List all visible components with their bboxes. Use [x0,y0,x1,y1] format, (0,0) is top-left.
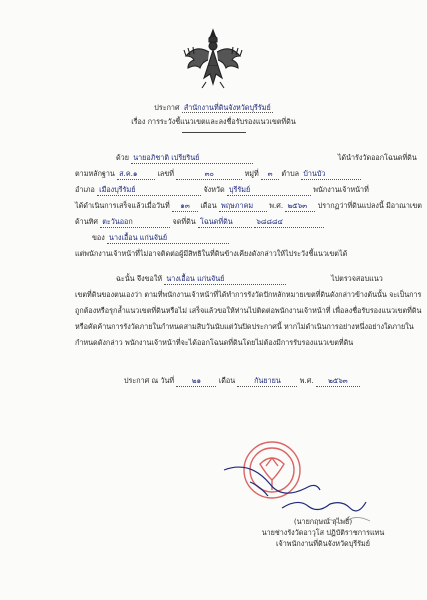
request-label: ฉะนั้น จึงขอให้ [116,274,163,283]
request-name: นางเอื้อน แก่นจันย์ [164,274,286,285]
province-label: จังหวัด [203,185,225,194]
announce-month-label: เดือน [218,376,236,385]
evidence-value: ส.ค.๑ [117,169,155,180]
subject-line [0,117,427,127]
moo-label: หมู่ที่ [244,169,259,178]
signer-name: (นายกฤษณ์ สุไพธิ์) [293,517,353,526]
direction-value: ตะวันออก [100,217,170,228]
p1-line3 [75,185,369,196]
announce-label: ประกาศ [154,103,180,112]
p2-line3: ถูกต้องหรือรุกล้ำแนวเขตที่ดินหรือไม่ เสร็จแล้วขอให้ท่านไปติดต่อพนักงานเจ้าหน้าที่ เพื่อลงชื่อรับรองแนวเขตที่ดิน [75,306,422,315]
subject-label: เรื่อง [131,117,146,126]
adjacent-deed-number: ๖๘๘๘๔ [254,217,324,228]
announce-year-label: พ.ศ. [299,376,314,385]
adjacent-label: จดที่ดิน [172,217,196,226]
announce-date-line [124,376,360,387]
signer-position: นายช่างรังวัดอาวุโส ปฏิบัติราชการแทน [261,528,385,537]
number-value: ๓๐ [176,169,242,180]
p2-line4: หรือคัดค้านการรังวัดภายในกำหนดสามสิบวันนับแต่วันปิดประกาศนี้ หากไม่ดำเนินการอย่างหนึ่งอย่างใดภายใน [75,322,414,331]
done-year-label: พ.ศ. [269,201,284,210]
done-date-label: ได้ดำเนินการเสร็จแล้วเมื่อวันที่ [75,201,170,210]
announce-day: ๒๑ [176,376,216,387]
amphoe-label: อำเภอ [75,185,95,194]
p1-line7: แต่พนักงานเจ้าหน้าที่ไม่อาจติดต่อผู้มีสิทธิในที่ดินข้างเคียงดังกล่าวให้ไประวังชี้แนวเขตได้ [75,249,348,258]
pencil-scribble-icon [318,513,373,527]
p1-line2 [75,169,361,180]
p1-line1 [116,153,417,164]
announce-date-label: ประกาศ ณ วันที่ [124,376,175,385]
signer-office: เจ้าพนักงานที่ดินจังหวัดบุรีรัมย์ [276,539,370,548]
boundary-text: ปรากฏว่าที่ดินแปลงนี้ มีอาณาเขต [317,201,422,210]
done-month-label: เดือน [200,201,217,210]
p1-line4 [75,201,422,212]
direction-label: ด้านทิศ [75,217,98,226]
p1-line6 [92,233,229,244]
done-month: พฤษภาคม [219,201,267,212]
adjacent-type: โฉนดที่ดิน [198,217,252,228]
owner-name: นางเอื้อน แก่นจันย์ [107,233,229,244]
announcement-title-line [0,103,427,113]
signature-scribble-icon [278,496,368,512]
p2-line5: กำหนดดังกล่าว พนักงานเจ้าหน้าที่จะได้ออกโฉนดที่ดินโดยไม่ต้องมีการรับรองแนวเขตที่ดิน [75,338,354,347]
p1-line5 [75,217,324,228]
office-name: สำนักงานที่ดินจังหวัดบุรีรัมย์ [183,103,271,112]
number-label: เลขที่ [157,169,174,178]
announce-month: กันยายน [237,376,297,387]
done-year: ๒๕๖๓ [285,201,315,212]
done-day: ๑๓ [172,201,198,212]
p2-line1 [116,274,383,285]
verify-label: ไปตรวจสอบแนว [330,274,383,283]
announce-year: ๒๕๖๓ [316,376,360,387]
p1-prefix: ด้วย [116,153,129,162]
applicant-name: นายอภิชาติ เปรียรินย์ [131,153,253,164]
header-divider [182,132,246,133]
province-value: บุรีรัมย์ [227,185,311,196]
owner-label: ของ [92,233,105,242]
amphoe-value: เมืองบุรีรัมย์ [97,185,201,196]
officer-label: พนักงานเจ้าหน้าที่ [313,185,369,194]
p2-line2: เขตที่ดินของตนเองว่า ตามที่พนักงานเจ้าหน้าที่ได้ทำการรังวัดปักหลักหมายเขตที่ดินดังกล่าวข้างต้นนั้น จะเป็นการ [75,290,422,299]
garuda-emblem-icon [182,26,244,90]
subject-text: การระวังชี้แนวเขตและลงชื่อรับรองแนวเขตที่ดิน [147,117,296,126]
moo-value: ๓ [261,169,279,180]
tambon-label: ตำบล [281,169,300,178]
p1-suffix: ได้นำรังวัดออกโฉนดที่ดิน [337,153,417,162]
tambon-value: บ้านบัว [301,169,361,180]
evidence-label: ตามหลักฐาน [75,169,115,178]
